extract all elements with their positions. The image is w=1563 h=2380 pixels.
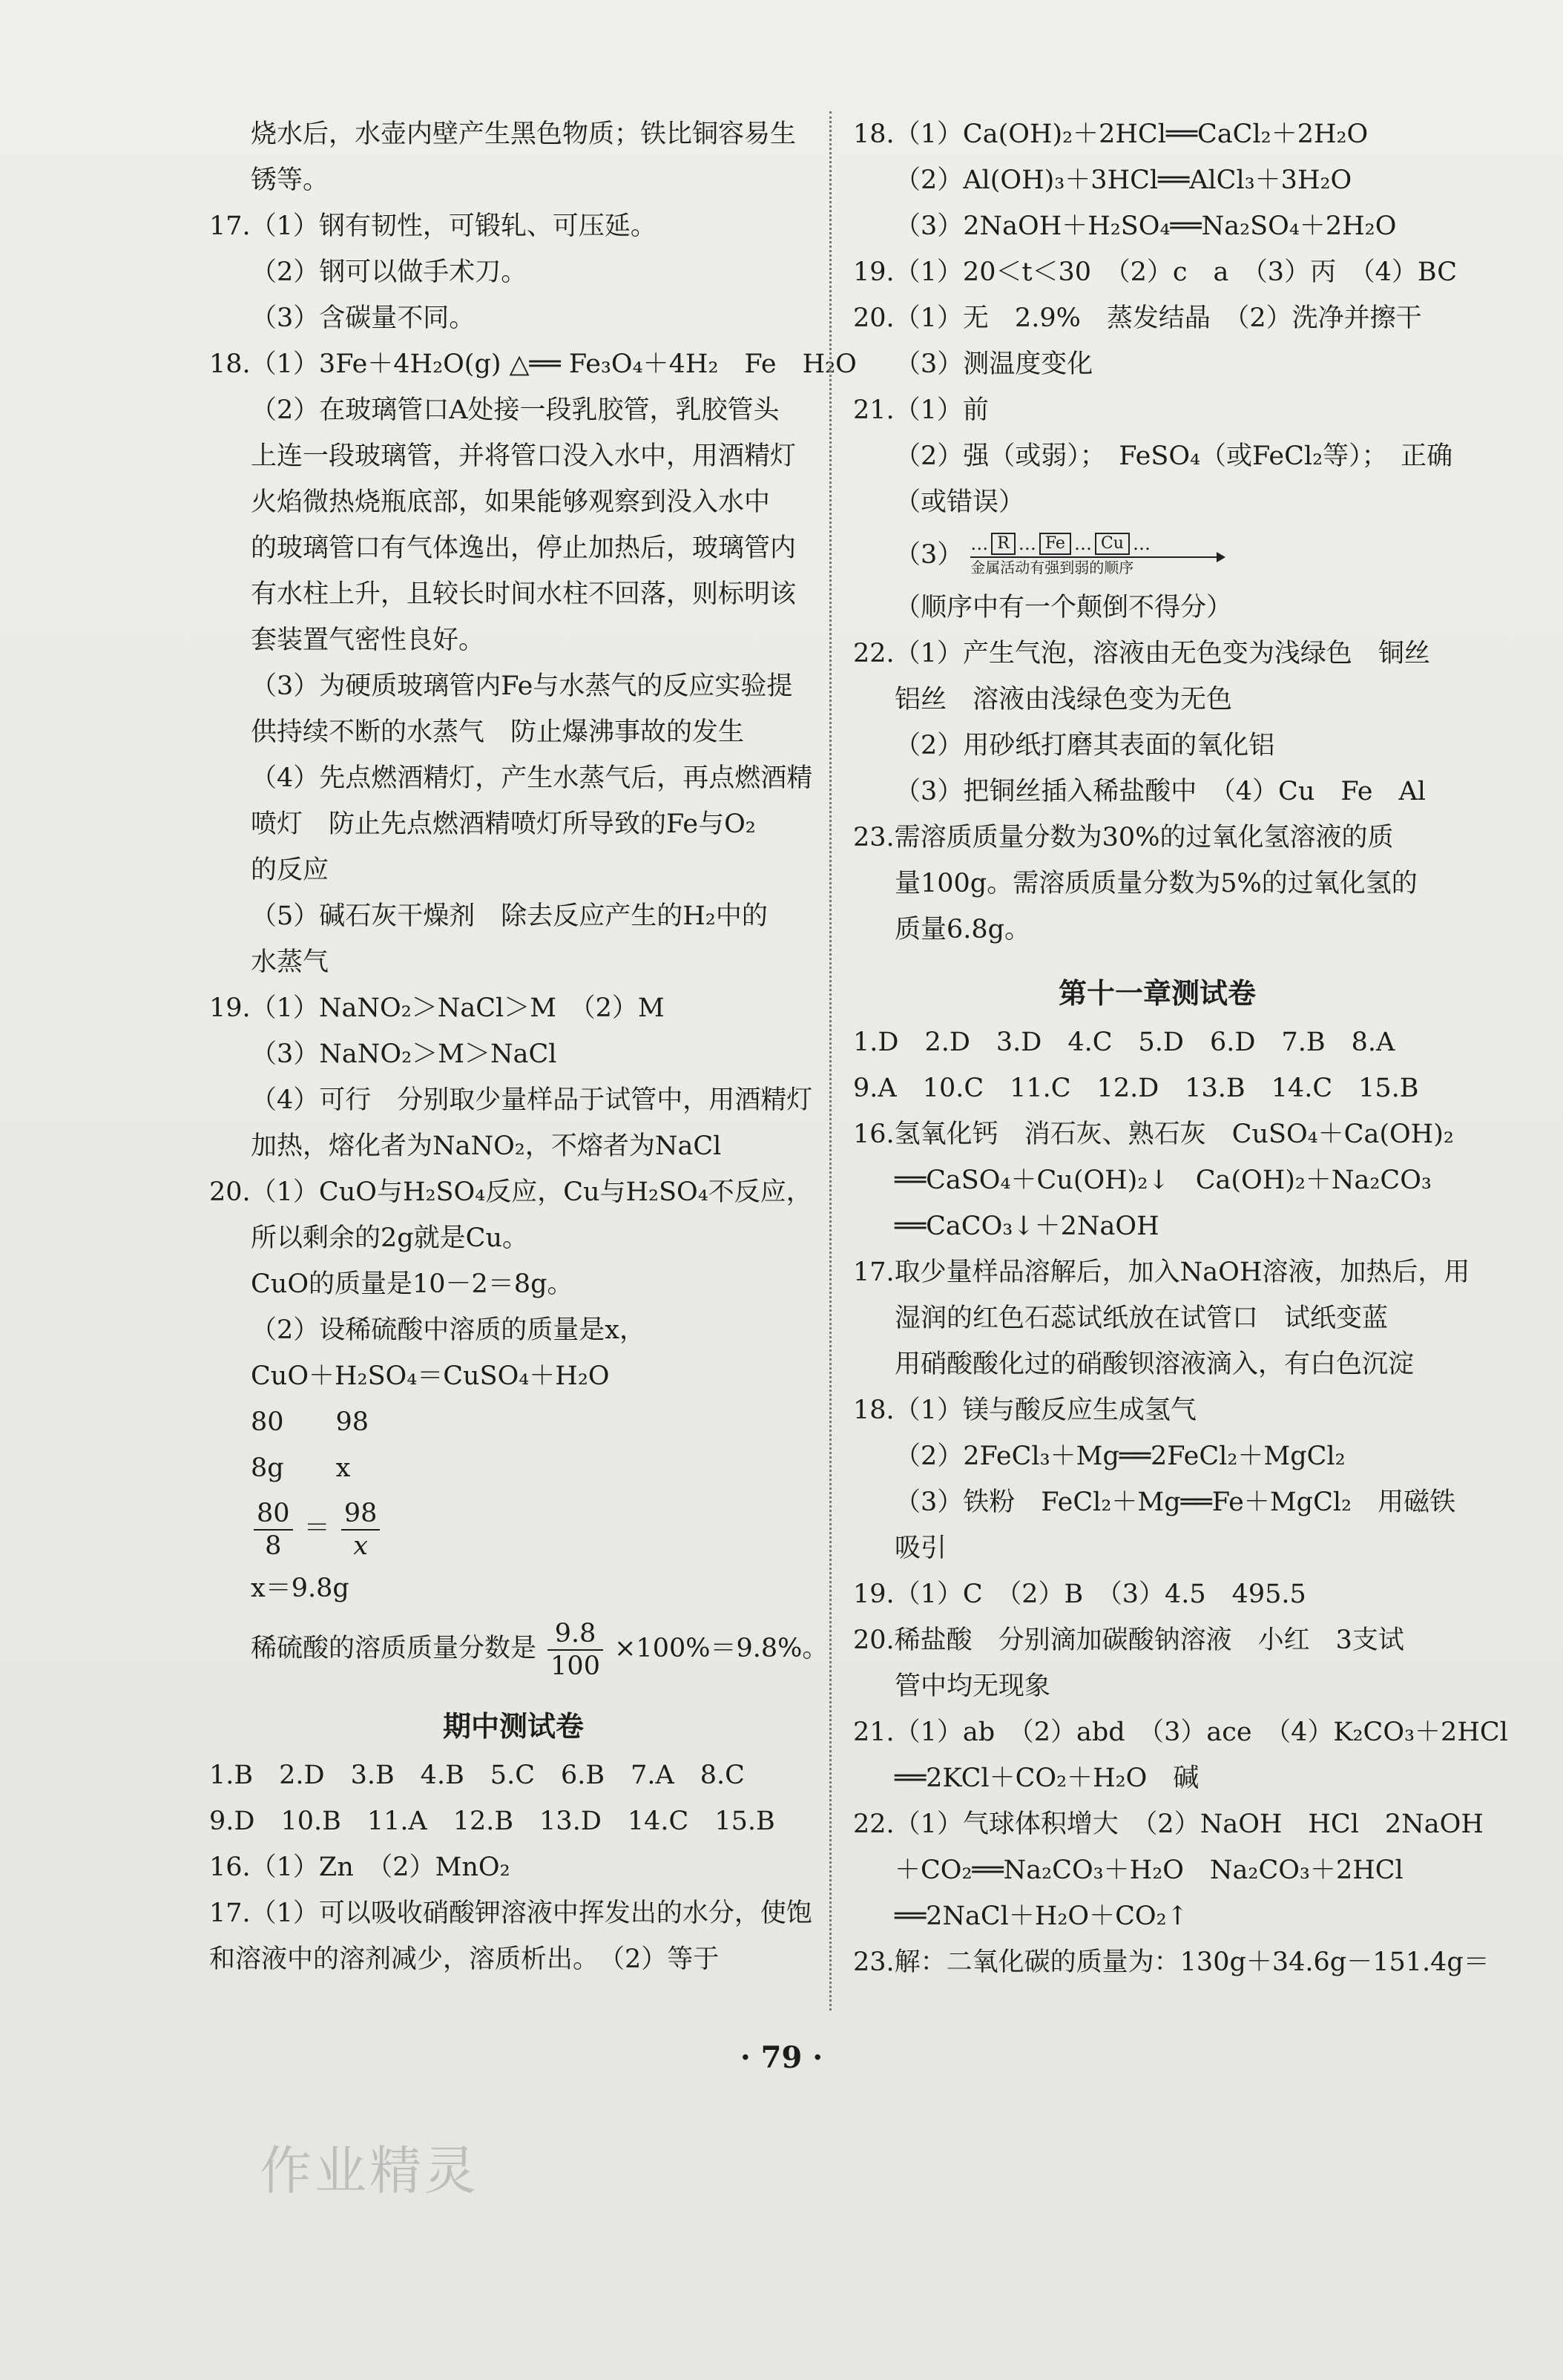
item-label: （3）	[895, 540, 964, 570]
page-number: · 79 ·	[740, 2040, 823, 2075]
answer-line: 量100g。需溶质质量分数为5%的过氧化氢的	[895, 869, 1418, 898]
answer-line: （顺序中有一个颠倒不得分）	[895, 593, 1233, 622]
fraction-denominator: 100	[550, 1651, 600, 1681]
sequence-ellipsis: …	[1018, 533, 1036, 554]
answer-line: （3）铁粉 FeCl₂＋Mg══Fe＋MgCl₂ 用磁铁	[895, 1488, 1456, 1517]
answer-line: 上连一段玻璃管，并将管口没入水中，用酒精灯	[251, 441, 797, 471]
fraction	[341, 1498, 381, 1562]
answer-line: 18.（1）镁与酸反应生成氢气	[853, 1396, 1197, 1425]
answer-line: CuO＋H₂SO₄＝CuSO₄＋H₂O	[251, 1361, 610, 1391]
answer-line: 1.B 2.D 3.B 4.B 5.C 6.B 7.A 8.C	[209, 1761, 745, 1790]
text: ×100%＝9.8%。	[614, 1634, 829, 1663]
sequence-cell: Fe	[1039, 533, 1071, 555]
answer-line: ══CaSO₄＋Cu(OH)₂↓ Ca(OH)₂＋Na₂CO₃	[895, 1166, 1432, 1195]
answer-line: （3）NaNO₂＞M＞NaCl	[251, 1039, 557, 1069]
sequence-cell: Cu	[1095, 533, 1130, 555]
answer-line: （2）用砂纸打磨其表面的氧化铝	[895, 731, 1275, 760]
activity-sequence-line	[853, 525, 1461, 585]
answer-line: 19.（1）20＜t＜30 （2）c a （3）丙 （4）BC	[853, 257, 1457, 287]
section-title-chapter11: 第十一章测试卷	[1058, 976, 1256, 1010]
answer-line: 湿润的红色石蕊试纸放在试管口 试纸变蓝	[895, 1304, 1389, 1333]
answer-line: 用硝酸酸化过的硝酸钡溶液滴入，有白色沉淀	[895, 1350, 1415, 1379]
answer-line: 19.（1）NaNO₂＞NaCl＞M （2）M	[209, 993, 665, 1023]
answer-line: 有水柱上升，且较长时间水柱不回落，则标明该	[251, 579, 797, 609]
answer-line: 质量6.8g。	[895, 915, 1031, 944]
fraction-numerator: 9.8	[547, 1618, 603, 1651]
answer-line: （5）碱石灰干燥剂 除去反应产生的H₂中的	[251, 901, 768, 931]
answer-line: （2）在玻璃管口A处接一段乳胶管，乳胶管头	[251, 395, 780, 425]
midterm-answer-lines	[209, 1752, 817, 1982]
answer-line: 和溶液中的溶剂减少，溶质析出。 （2）等于	[209, 1945, 720, 1974]
answer-line: 21.（1）前	[853, 395, 989, 425]
answer-line: 铝丝 溶液由浅绿色变为无色	[895, 685, 1233, 714]
answer-line: 22.（1）产生气泡，溶液由无色变为浅绿色 铜丝	[853, 639, 1430, 668]
answer-line: 17.取少量样品溶解后，加入NaOH溶液，加热后，用	[853, 1258, 1470, 1287]
answer-line: 9.A 10.C 11.C 12.D 13.B 14.C 15.B	[853, 1074, 1419, 1103]
answer-line: 23.需溶质质量分数为30%的过氧化氢溶液的质	[853, 823, 1394, 852]
fraction-numerator: 98	[341, 1498, 381, 1531]
fraction	[547, 1618, 603, 1682]
answer-line: 1.D 2.D 3.D 4.C 5.D 6.D 7.B 8.A	[853, 1028, 1395, 1057]
fraction-denominator: x	[353, 1531, 368, 1561]
answer-line: ══2KCl＋CO₂＋H₂O 碱	[895, 1763, 1200, 1793]
answer-line: （2）设稀硫酸中溶质的质量是x，	[251, 1315, 646, 1345]
answer-line: （3）为硬质玻璃管内Fe与水蒸气的反应实验提	[251, 671, 793, 701]
answer-line: （3）把铜丝插入稀盐酸中 （4）Cu Fe Al	[895, 777, 1426, 806]
answer-line: 水蒸气	[251, 947, 329, 977]
answer-line: （3）测温度变化	[895, 349, 1093, 379]
sequence-ellipsis: …	[1132, 533, 1151, 554]
answer-line: （4）先点燃酒精灯，产生水蒸气后，再点燃酒精	[251, 763, 813, 793]
chapter11-answer-lines	[853, 1019, 1508, 1985]
text: 稀硫酸的溶质质量分数是	[251, 1634, 537, 1663]
left-column	[209, 111, 857, 1982]
answer-line: 17.（1）可以吸收硝酸钾溶液中挥发出的水分，使饱	[209, 1899, 812, 1928]
answer-line: 17.（1）钢有韧性，可锻轧、可压延。	[209, 211, 657, 241]
answer-line: （2）强（或弱）； FeSO₄（或FeCl₂等）； 正确	[895, 441, 1453, 471]
answer-line: 22.（1）气球体积增大 （2）NaOH HCl 2NaOH	[853, 1809, 1484, 1839]
fraction-denominator: 8	[265, 1531, 282, 1561]
answer-line: 吸引	[895, 1533, 947, 1563]
answer-line: ══CaCO₃↓＋2NaOH	[895, 1212, 1159, 1241]
sequence-ellipsis: …	[970, 533, 989, 554]
answer-line: 21.（1）ab （2）abd （3）ace （4）K₂CO₃＋2HCl	[853, 1717, 1508, 1747]
sequence-ellipsis: …	[1073, 533, 1092, 554]
answer-line: 所以剩余的2g就是Cu。	[251, 1223, 528, 1253]
proportion-equation	[209, 1491, 817, 1565]
answer-line: （2）2FeCl₃＋Mg══2FeCl₂＋MgCl₂	[895, 1442, 1346, 1471]
answer-line: （2）钢可以做手术刀。	[251, 257, 527, 287]
answer-line: 的玻璃管口有气体逸出，停止加热后，玻璃管内	[251, 533, 797, 563]
answer-line: 20.（1）无 2.9% 蒸发结晶 （2）洗净并擦干	[853, 303, 1422, 333]
answer-line: 20.稀盐酸 分别滴加碳酸钠溶液 小红 3支试	[853, 1625, 1404, 1655]
answer-line: CuO的质量是10－2＝8g。	[251, 1269, 573, 1299]
arrow-label: 金属活动有强到弱的顺序	[970, 559, 1134, 576]
left-answer-lines	[209, 111, 857, 1491]
right-answer-lines-top	[853, 111, 1461, 525]
mass-fraction-line	[209, 1611, 829, 1686]
answer-line: 锈等。	[251, 165, 329, 195]
right-column	[853, 111, 1508, 1985]
equals-sign: ＝	[303, 1513, 330, 1543]
answer-line: 80 98	[251, 1407, 369, 1437]
answer-line: （2）Al(OH)₃＋3HCl══AlCl₃＋3H₂O	[895, 165, 1352, 195]
answer-line: 套装置气密性良好。	[251, 625, 485, 655]
answer-line: 8g x	[251, 1453, 351, 1483]
answer-line: 23.解：二氧化碳的质量为：130g＋34.6g－151.4g＝	[853, 1947, 1490, 1977]
answer-line: 供持续不断的水蒸气 防止爆沸事故的发生	[251, 717, 745, 747]
answer-line: 16.氢氧化钙 消石灰、熟石灰 CuSO₄＋Ca(OH)₂	[853, 1120, 1454, 1149]
answer-line: 管中均无现象	[895, 1671, 1051, 1701]
answer-line: 9.D 10.B 11.A 12.B 13.D 14.C 15.B	[209, 1807, 775, 1836]
answer-line: 火焰微热烧瓶底部，如果能够观察到没入水中	[251, 487, 771, 517]
answer-line: 20.（1）CuO与H₂SO₄反应，Cu与H₂SO₄不反应，	[209, 1177, 812, 1207]
column-divider	[829, 111, 832, 2011]
arrow-right-icon	[970, 556, 1223, 558]
answer-line: 喷灯 防止先点燃酒精喷灯所导致的Fe与O₂	[251, 809, 756, 839]
answer-line: （3）2NaOH＋H₂SO₄══Na₂SO₄＋2H₂O	[895, 211, 1397, 241]
sequence-cell: R	[991, 533, 1016, 555]
answer-line: 18.（1）3Fe＋4H₂O(g) △══ Fe₃O₄＋4H₂ Fe H₂O	[209, 349, 857, 379]
answer-line: （3）含碳量不同。	[251, 303, 476, 333]
answer-line: 16.（1）Zn （2）MnO₂	[209, 1853, 510, 1882]
answer-line: 加热，熔化者为NaNO₂，不熔者为NaCl	[251, 1131, 722, 1161]
watermark: 作业精灵	[260, 2140, 479, 2201]
answer-line: ══2NaCl＋H₂O＋CO₂↑	[895, 1901, 1188, 1931]
fraction-numerator: 80	[254, 1498, 293, 1531]
activity-sequence-diagram	[970, 533, 1223, 577]
answer-line: （4）可行 分别取少量样品于试管中，用酒精灯	[251, 1085, 813, 1115]
right-answer-lines-mid	[853, 585, 1461, 953]
answer-line: 的反应	[251, 855, 329, 885]
sequence-cells	[970, 533, 1151, 555]
section-title-midterm: 期中测试卷	[442, 1709, 584, 1743]
answer-line: ＋CO₂══Na₂CO₃＋H₂O Na₂CO₃＋2HCl	[895, 1855, 1404, 1885]
answer-line: 烧水后，水壶内壁产生黑色物质；铁比铜容易生	[251, 119, 797, 149]
answer-line: 18.（1）Ca(OH)₂＋2HCl══CaCl₂＋2H₂O	[853, 119, 1369, 149]
answer-line: x＝9.8g	[251, 1574, 349, 1603]
fraction	[254, 1498, 293, 1562]
answer-line: （或错误）	[895, 487, 1025, 517]
answer-line: 19.（1）C （2）B （3）4.5 495.5	[853, 1579, 1306, 1609]
